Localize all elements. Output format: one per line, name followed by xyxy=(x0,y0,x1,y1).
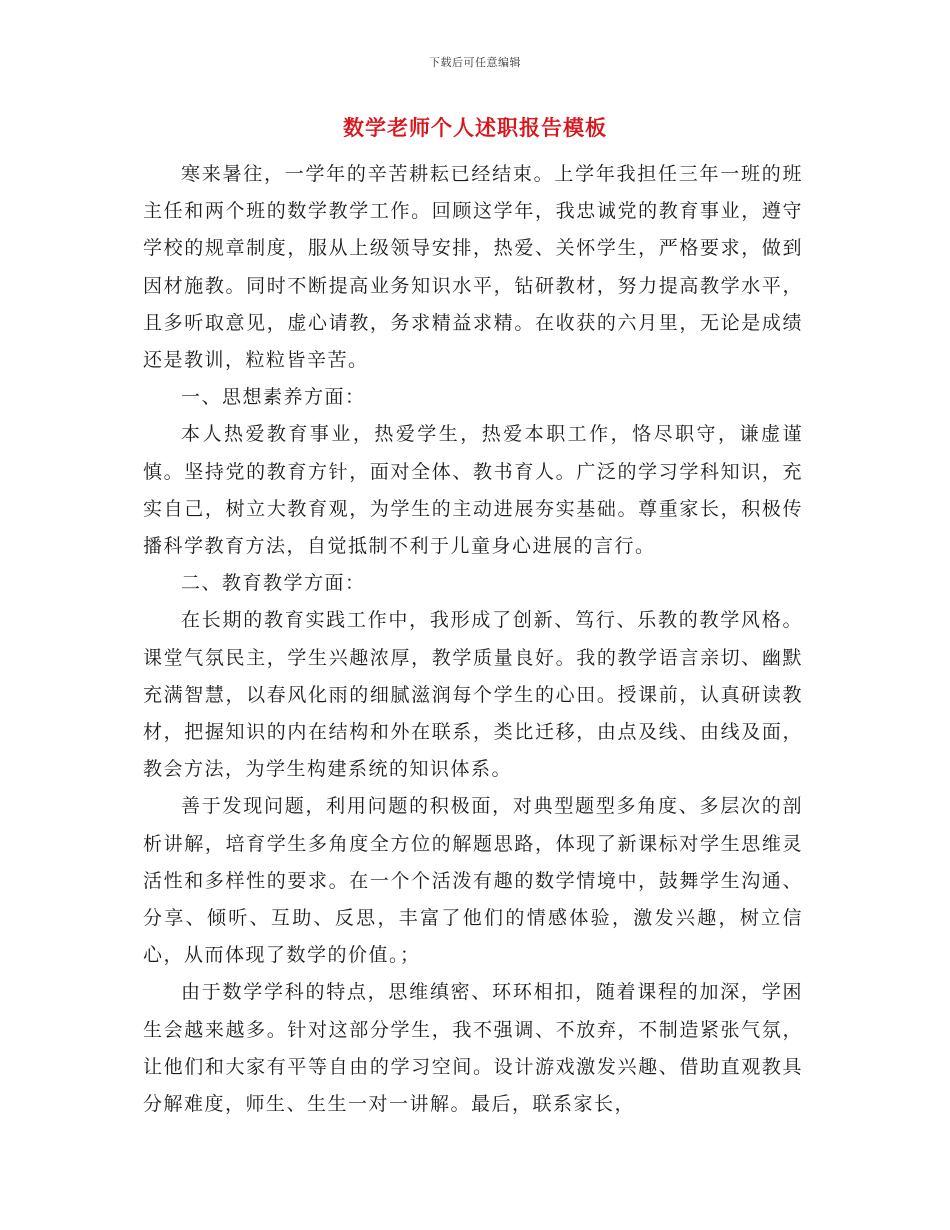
header-note: 下载后可任意编辑 xyxy=(429,56,521,69)
document-body xyxy=(143,156,803,1123)
section-heading-teaching: 二、教育教学方面： xyxy=(181,572,366,595)
document-title: 数学老师个人述职报告模板 xyxy=(343,115,607,140)
paragraph-struggling-students: 由于数学学科的特点，思维缜密、环环相扣，随着课程的加深，学困生会越来越多。针对这部分学生，我不强调、不放弃，不制造紧张气氛，让他们和大家有平等自由的学习空间。设计游戏激发兴趣、借助直观教具分解难度，师生、生生一对一讲解。最后，联系家长， xyxy=(143,981,803,1116)
paragraph-problem-solving: 善于发现问题，利用问题的积极面，对典型题型多角度、多层次的剖析讲解，培育学生多角度全方位的解题思路，体现了新课标对学生思维灵活性和多样性的要求。在一个个活泼有趣的数学情境中，鼓舞学生沟通、分享、倾听、互助、反思，丰富了他们的情感体验，激发兴趣，树立信心，从而体现了数学的价值。； xyxy=(143,795,803,967)
section-heading-ideology: 一、思想素养方面： xyxy=(181,386,366,409)
paragraph-teaching-style: 在长期的教育实践工作中，我形成了创新、笃行、乐教的教学风格。课堂气氛民主，学生兴趣浓厚，教学质量良好。我的教学语言亲切、幽默充满智慧，以春风化雨的细腻滋润每个学生的心田。授课前，认真研读教材，把握知识的内在结构和外在联系，类比迁移，由点及线、由线及面，教会方法，为学生构建系统的知识体系。 xyxy=(143,609,803,781)
paragraph-ideology: 本人热爱教育事业，热爱学生，热爱本职工作，恪尽职守，谦虚谨慎。坚持党的教育方针，面对全体、教书育人。广泛的学习学科知识，充实自己，树立大教育观，为学生的主动进展夯实基础。尊重家长，积极传播科学教育方法，自觉抵制不利于儿童身心进展的言行。 xyxy=(143,423,803,558)
paragraph-intro: 寒来暑往，一学年的辛苦耕耘已经结束。上学年我担任三年一班的班主任和两个班的数学教学工作。回顾这学年，我忠诚党的教育事业，遵守学校的规章制度，服从上级领导安排，热爱、关怀学生，严格要求，做到因材施教。同时不断提高业务知识水平，钻研教材，努力提高教学水平，且多听取意见，虚心请教，务求精益求精。在收获的六月里，无论是成绩还是教训，粒粒皆辛苦。 xyxy=(143,163,803,372)
